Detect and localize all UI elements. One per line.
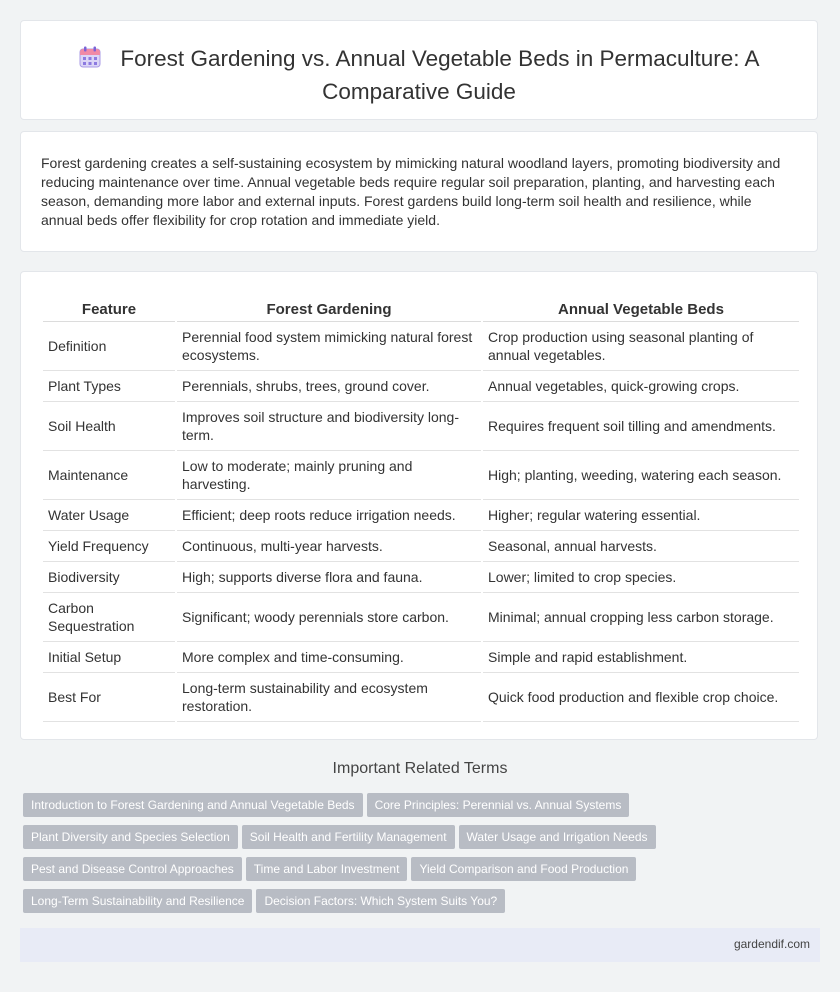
row-feature: Water Usage xyxy=(43,500,176,531)
related-terms-list xyxy=(23,793,823,921)
row-annual-beds: Seasonal, annual harvests. xyxy=(482,531,799,562)
page-title: Forest Gardening vs. Annual Vegetable Beds in Permaculture: A Comparative Guide xyxy=(120,46,760,104)
row-annual-beds: Higher; regular watering essential. xyxy=(482,500,799,531)
row-forest-gardening: Continuous, multi-year harvests. xyxy=(176,531,482,562)
row-feature: Yield Frequency xyxy=(43,531,176,562)
row-feature: Best For xyxy=(43,673,176,722)
tag-row xyxy=(23,793,823,825)
table-row xyxy=(43,322,799,371)
related-term-tag[interactable]: Long-Term Sustainability and Resilience xyxy=(23,889,252,913)
table-row xyxy=(43,642,799,673)
row-feature: Definition xyxy=(43,322,176,371)
row-annual-beds: Annual vegetables, quick-growing crops. xyxy=(482,371,799,402)
header-feature: Feature xyxy=(43,296,176,322)
related-term-tag[interactable]: Pest and Disease Control Approaches xyxy=(23,857,242,881)
row-feature: Soil Health xyxy=(43,402,176,451)
tag-row xyxy=(23,857,823,889)
row-annual-beds: Crop production using seasonal planting of annual vegetables. xyxy=(482,322,799,371)
row-feature: Initial Setup xyxy=(43,642,176,673)
footer-site-link[interactable]: gardendif.com xyxy=(733,937,810,951)
row-forest-gardening: Perennials, shrubs, trees, ground cover. xyxy=(176,371,482,402)
page-title-wrap xyxy=(51,44,787,107)
title-card xyxy=(20,20,818,120)
header-forest-gardening: Forest Gardening xyxy=(176,296,482,322)
table-row xyxy=(43,531,799,562)
row-feature: Maintenance xyxy=(43,451,176,500)
row-forest-gardening: Improves soil structure and biodiversity long-term. xyxy=(176,402,482,451)
related-term-tag[interactable]: Core Principles: Perennial vs. Annual Systems xyxy=(367,793,630,817)
table-row xyxy=(43,593,799,642)
table-header-row xyxy=(43,296,799,322)
row-annual-beds: Lower; limited to crop species. xyxy=(482,562,799,593)
table-row xyxy=(43,451,799,500)
related-terms-title: Important Related Terms xyxy=(332,760,508,777)
row-annual-beds: Quick food production and flexible crop choice. xyxy=(482,673,799,722)
related-term-tag[interactable]: Plant Diversity and Species Selection xyxy=(23,825,238,849)
row-forest-gardening: Low to moderate; mainly pruning and harvesting. xyxy=(176,451,482,500)
related-term-tag[interactable]: Introduction to Forest Gardening and Annual Vegetable Beds xyxy=(23,793,363,817)
row-forest-gardening: Perennial food system mimicking natural forest ecosystems. xyxy=(176,322,482,371)
comparison-table-card xyxy=(20,271,818,740)
tag-row xyxy=(23,825,823,857)
row-forest-gardening: Significant; woody perennials store carbon. xyxy=(176,593,482,642)
related-term-tag[interactable]: Soil Health and Fertility Management xyxy=(242,825,455,849)
tag-row xyxy=(23,889,823,921)
row-feature: Plant Types xyxy=(43,371,176,402)
table-row xyxy=(43,500,799,531)
table-row xyxy=(43,402,799,451)
related-term-tag[interactable]: Time and Labor Investment xyxy=(246,857,408,881)
row-forest-gardening: Long-term sustainability and ecosystem restoration. xyxy=(176,673,482,722)
row-annual-beds: Simple and rapid establishment. xyxy=(482,642,799,673)
related-term-tag[interactable]: Water Usage and Irrigation Needs xyxy=(459,825,656,849)
row-annual-beds: Requires frequent soil tilling and amendments. xyxy=(482,402,799,451)
related-term-tag[interactable]: Yield Comparison and Food Production xyxy=(411,857,636,881)
table-row xyxy=(43,562,799,593)
header-annual-vegetable-beds: Annual Vegetable Beds xyxy=(482,296,799,322)
row-annual-beds: Minimal; annual cropping less carbon storage. xyxy=(482,593,799,642)
table-row xyxy=(43,673,799,722)
related-term-tag[interactable]: Decision Factors: Which System Suits You? xyxy=(256,889,505,913)
row-annual-beds: High; planting, weeding, watering each season. xyxy=(482,451,799,500)
row-forest-gardening: Efficient; deep roots reduce irrigation needs. xyxy=(176,500,482,531)
row-forest-gardening: More complex and time-consuming. xyxy=(176,642,482,673)
comparison-table xyxy=(43,296,799,722)
intro-card xyxy=(20,131,818,252)
intro-paragraph: Forest gardening creates a self-sustaining ecosystem by mimicking natural woodland layers, promoting biodiversity and reducing maintenance over time. Annual vegetable beds require regular soil preparation, planting, and harvesting each season, demanding more labor and external inputs. Forest gardens build long-term soil health and resilience, while annual beds offer flexibility for crop rotation and immediate yield. xyxy=(41,155,781,228)
row-feature: Biodiversity xyxy=(43,562,176,593)
row-feature: Carbon Sequestration xyxy=(43,593,176,642)
table-row xyxy=(43,371,799,402)
calendar-icon xyxy=(78,45,102,77)
footer xyxy=(20,928,820,962)
row-forest-gardening: High; supports diverse flora and fauna. xyxy=(176,562,482,593)
